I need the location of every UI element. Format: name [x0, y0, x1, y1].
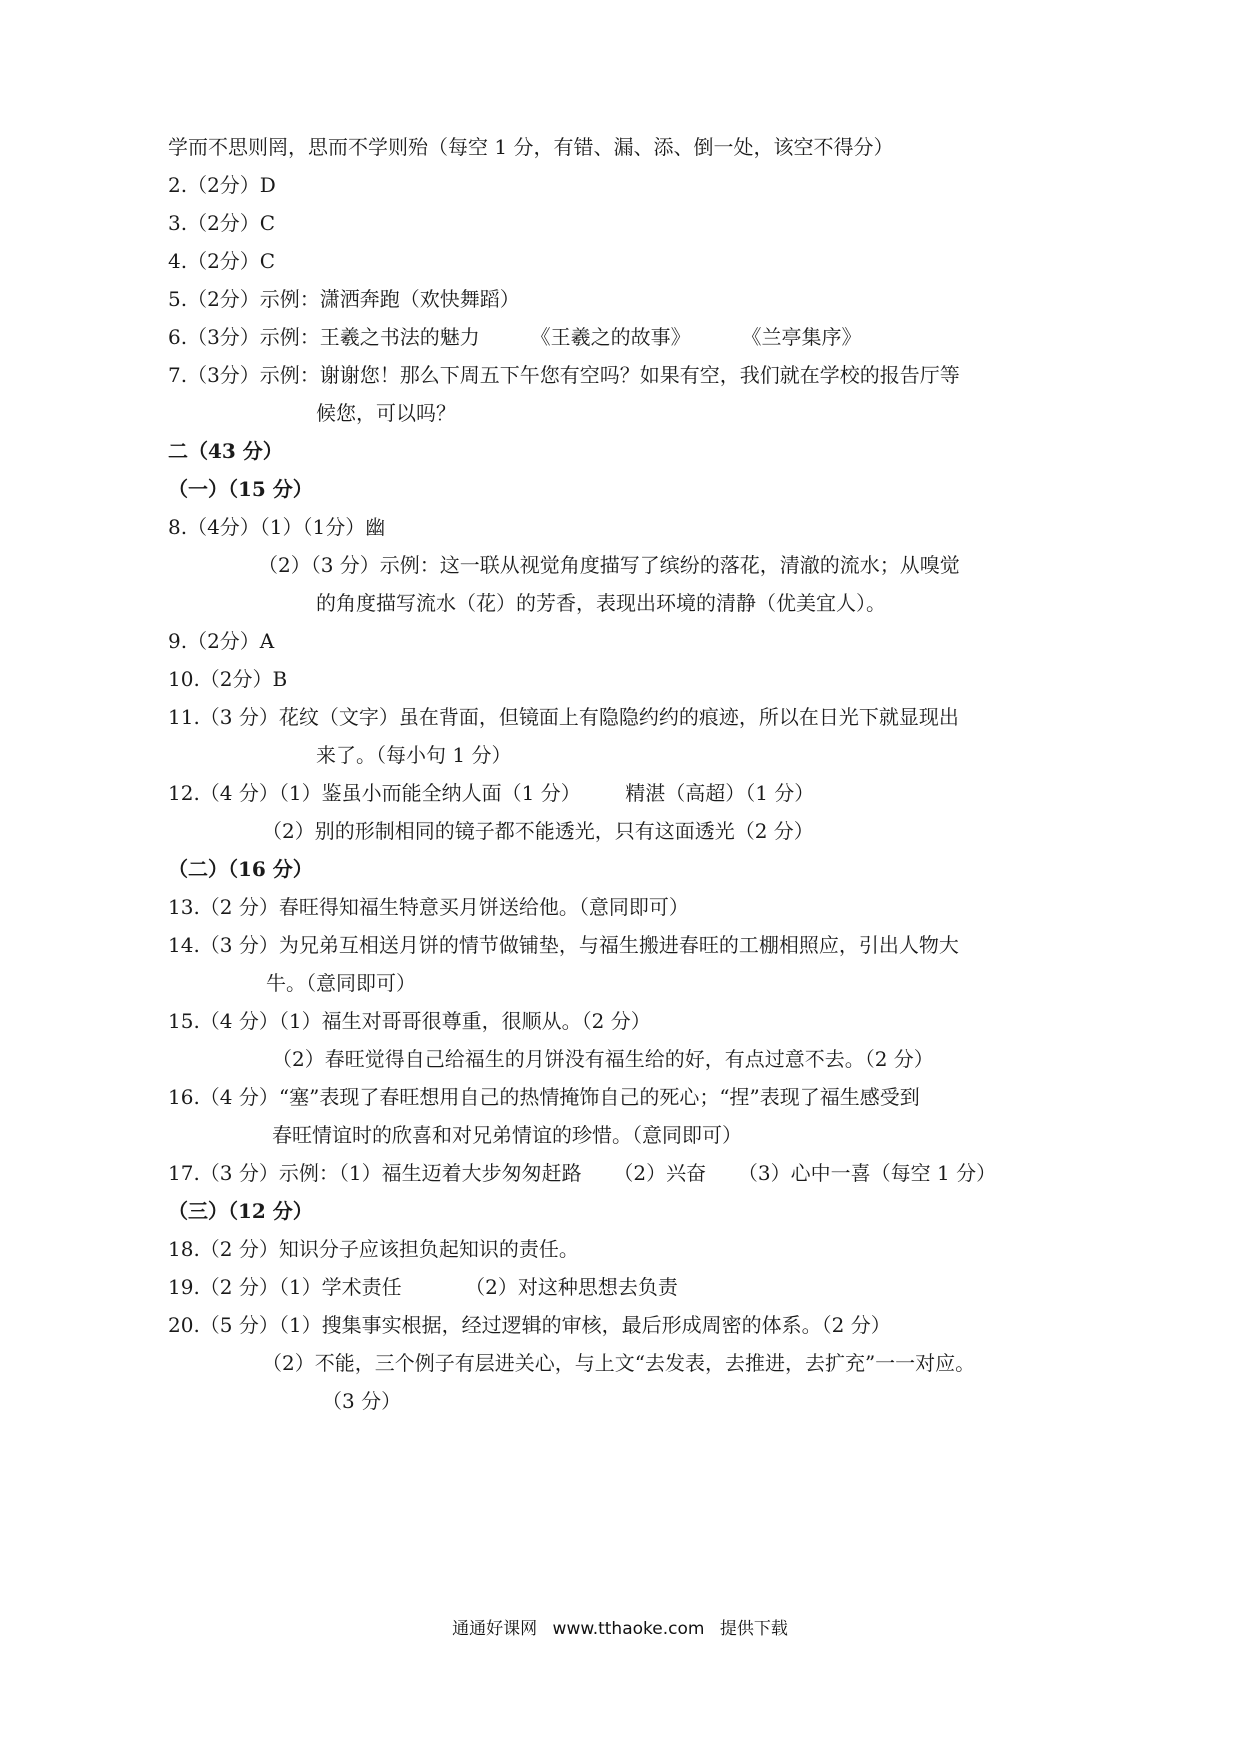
subsection-heading-1: （一）（15 分）: [168, 477, 313, 501]
footer: [0, 1614, 1240, 1639]
answer-15-part-2: （2）春旺觉得自己给福生的月饼没有福生给的好，有点过意不去。（2 分）: [272, 1047, 934, 1071]
answer-16-cont: 春旺情谊时的欣喜和对兄弟情谊的珍惜。（意同即可）: [272, 1123, 742, 1147]
answer-14-cont: 牛。（意同即可）: [266, 971, 416, 995]
answer-12: 12.（4 分）（1）鉴虽小而能全纳人面（1 分） 精湛（高超）（1 分）: [168, 781, 815, 805]
footer-note: 提供下载: [719, 1619, 788, 1639]
answer-10: 10.（2分）B: [168, 667, 288, 691]
answer-4: 4.（2分）C: [168, 249, 276, 273]
answer-7: 7.（3分）示例：谢谢您！那么下周五下午您有空吗？如果有空，我们就在学校的报告厅等: [168, 363, 960, 387]
answer-11-cont: 来了。（每小句 1 分）: [316, 743, 512, 767]
answer-15: 15.（4 分）（1）福生对哥哥很尊重，很顺从。（2 分）: [168, 1009, 651, 1033]
footer-url[interactable]: www.tthaoke.com: [552, 1619, 705, 1639]
answer-20: 20.（5 分）（1）搜集事实根据，经过逻辑的审核，最后形成周密的体系。（2 分）: [168, 1313, 891, 1337]
answer-17: 17.（3 分）示例：（1）福生迈着大步匆匆赶路 （2）兴奋 （3）心中一喜（每空 1 分）: [168, 1161, 997, 1185]
answer-8-part-2: （2）（3 分）示例：这一联从视觉角度描写了缤纷的落花，清澈的流水；从嗅觉: [258, 553, 960, 577]
answer-3: 3.（2分）C: [168, 211, 276, 235]
answer-19: 19.（2 分）（1）学术责任 （2）对这种思想去负责: [168, 1275, 678, 1299]
answer-5: 5.（2分）示例：潇洒奔跑（欢快舞蹈）: [168, 287, 520, 311]
answer-20-part-2: （2）不能，三个例子有层进关心，与上文“去发表，去推进，去扩充”一一对应。: [262, 1351, 976, 1375]
answer-12-part-2: （2）别的形制相同的镜子都不能透光，只有这面透光（2 分）: [262, 819, 814, 843]
answer-9: 9.（2分）A: [168, 629, 275, 653]
answer-8-part-2-cont: 的角度描写流水（花）的芳香，表现出环境的清静（优美宜人）。: [316, 591, 886, 615]
footer-site-name: 通通好课网: [452, 1619, 538, 1639]
subsection-heading-2: （二）（16 分）: [168, 857, 313, 881]
answer-14: 14.（3 分）为兄弟互相送月饼的情节做铺垫，与福生搬进春旺的工棚相照应，引出人物大: [168, 933, 959, 957]
answer-18: 18.（2 分）知识分子应该担负起知识的责任。: [168, 1237, 579, 1261]
answer-16: 16.（4 分）“塞”表现了春旺想用自己的热情掩饰自己的死心；“捏”表现了福生感受到: [168, 1085, 920, 1109]
answer-6: 6.（3分）示例：王羲之书法的魅力 《王羲之的故事》 《兰亭集序》: [168, 325, 862, 349]
answer-2: 2.（2分）D: [168, 173, 276, 197]
answer-11: 11.（3 分）花纹（文字）虽在背面，但镜面上有隐隐约约的痕迹，所以在日光下就显现出: [168, 705, 959, 729]
answer-line-1: 学而不思则罔，思而不学则殆（每空 1 分，有错、漏、添、倒一处，该空不得分）: [168, 135, 894, 159]
answer-7-cont: 候您，可以吗？: [316, 401, 456, 425]
section-heading-2: 二（43 分）: [168, 439, 283, 463]
answer-20-part-2-cont: （3 分）: [322, 1389, 402, 1413]
answer-8: 8.（4分）（1）（1分）幽: [168, 515, 386, 539]
subsection-heading-3: （三）（12 分）: [168, 1199, 313, 1223]
answer-13: 13.（2 分）春旺得知福生特意买月饼送给他。（意同即可）: [168, 895, 689, 919]
